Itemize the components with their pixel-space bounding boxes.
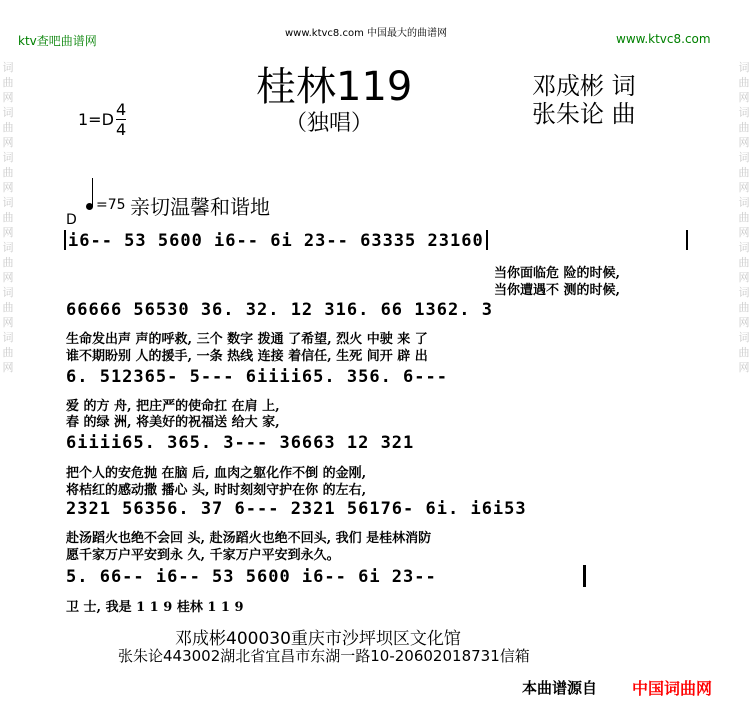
tempo-mark: =75 (96, 197, 126, 213)
barline (686, 230, 688, 250)
end-barline (583, 565, 586, 587)
source-site-link[interactable]: 中国词曲网 (632, 679, 713, 698)
score-line-3-lyric-1: 爱 的方 舟, 把庄严的使命扛 在肩 上, (66, 399, 280, 414)
time-top: 4 (116, 100, 127, 119)
side-watermark-left: 词曲网词曲网词曲网词曲网词曲网词曲网词曲网 (2, 61, 14, 374)
score-line-2-lyric-2: 谁不期盼别 人的援手, 一条 热线 连接 着信任, 生死 间开 辟 出 (66, 349, 428, 364)
source-label: 本曲谱源自 (522, 679, 598, 697)
score-line-1-lyric-2: 当你遭遇不 测的时候, (494, 283, 621, 298)
start-barline (64, 230, 66, 250)
score-line-5-lyric-2: 愿千家万户平安到永 久, 千家万户平安到永久。 (66, 548, 340, 563)
side-watermark-right: 词曲网词曲网词曲网词曲网词曲网词曲网词曲网 (738, 61, 750, 374)
score-line-5-lyric-1: 赴汤蹈火也绝不会回 头, 赴汤蹈火也绝不回头, 我们 是桂林消防 (66, 531, 432, 546)
score-line-5-notes: 2321 56356. 37 6--- 2321 56176- 6i. i6i53 (66, 499, 527, 519)
time-bottom: 4 (116, 120, 127, 139)
barline (486, 230, 488, 250)
song-title: 桂林119 (256, 64, 413, 110)
composer-credit: 张朱论 曲 (532, 100, 636, 128)
left-site-watermark: ktv查吧曲谱网 (18, 34, 97, 48)
score-line-6-lyric: 卫 士, 我是 1 1 9 桂林 1 1 9 (66, 600, 244, 615)
score-line-1-lyric-1: 当你面临危 险的时候, (494, 266, 621, 281)
lyricist-address: 邓成彬400030重庆市沙坪坝区文化馆 (175, 629, 461, 649)
score-line-3-lyric-2: 春 的绿 洲, 将美好的祝福送 给大 家, (66, 415, 280, 430)
note-stem (92, 178, 93, 207)
center-site-watermark: www.ktvc8.com 中国最大的曲谱网 (285, 28, 448, 39)
song-subtitle: （独唱） (285, 111, 374, 136)
score-line-2-lyric-1: 生命发出声 声的呼救, 三个 数字 拨通 了希望, 烈火 中驶 来 了 (66, 332, 428, 347)
score-line-2-notes: 66666 56530 36. 32. 12 316. 66 1362. 3 (66, 300, 493, 320)
expression-mark: 亲切温馨和谐地 (130, 195, 270, 219)
score-line-4-notes: 6iiii65. 365. 3--- 36663 12 321 (66, 433, 415, 453)
score-line-4-lyric-1: 把个人的安危抛 在脑 后, 血肉之躯化作不倒 的金刚, (66, 466, 367, 481)
key-signature: 1=D (78, 110, 114, 129)
lyricist-credit: 邓成彬 词 (532, 72, 636, 100)
right-site-watermark: www.ktvc8.com (616, 32, 711, 46)
da-capo-mark: D (66, 212, 77, 228)
time-signature (116, 100, 126, 139)
score-line-4-lyric-2: 将桔红的感动撒 播心 头, 时时刻刻守护在你 的左右, (66, 483, 367, 498)
score-line-3-notes: 6. 512365- 5--- 6iiii65. 356. 6--- (66, 367, 448, 387)
composer-address: 张朱论443002湖北省宜昌市东湖一路10-20602018731信箱 (118, 647, 530, 665)
score-line-6-notes: 5. 66-- i6-- 53 5600 i6-- 6i 23-- (66, 567, 437, 587)
score-line-1-notes: i6-- 53 5600 i6-- 6i 23-- 63335 23160 (68, 231, 484, 251)
